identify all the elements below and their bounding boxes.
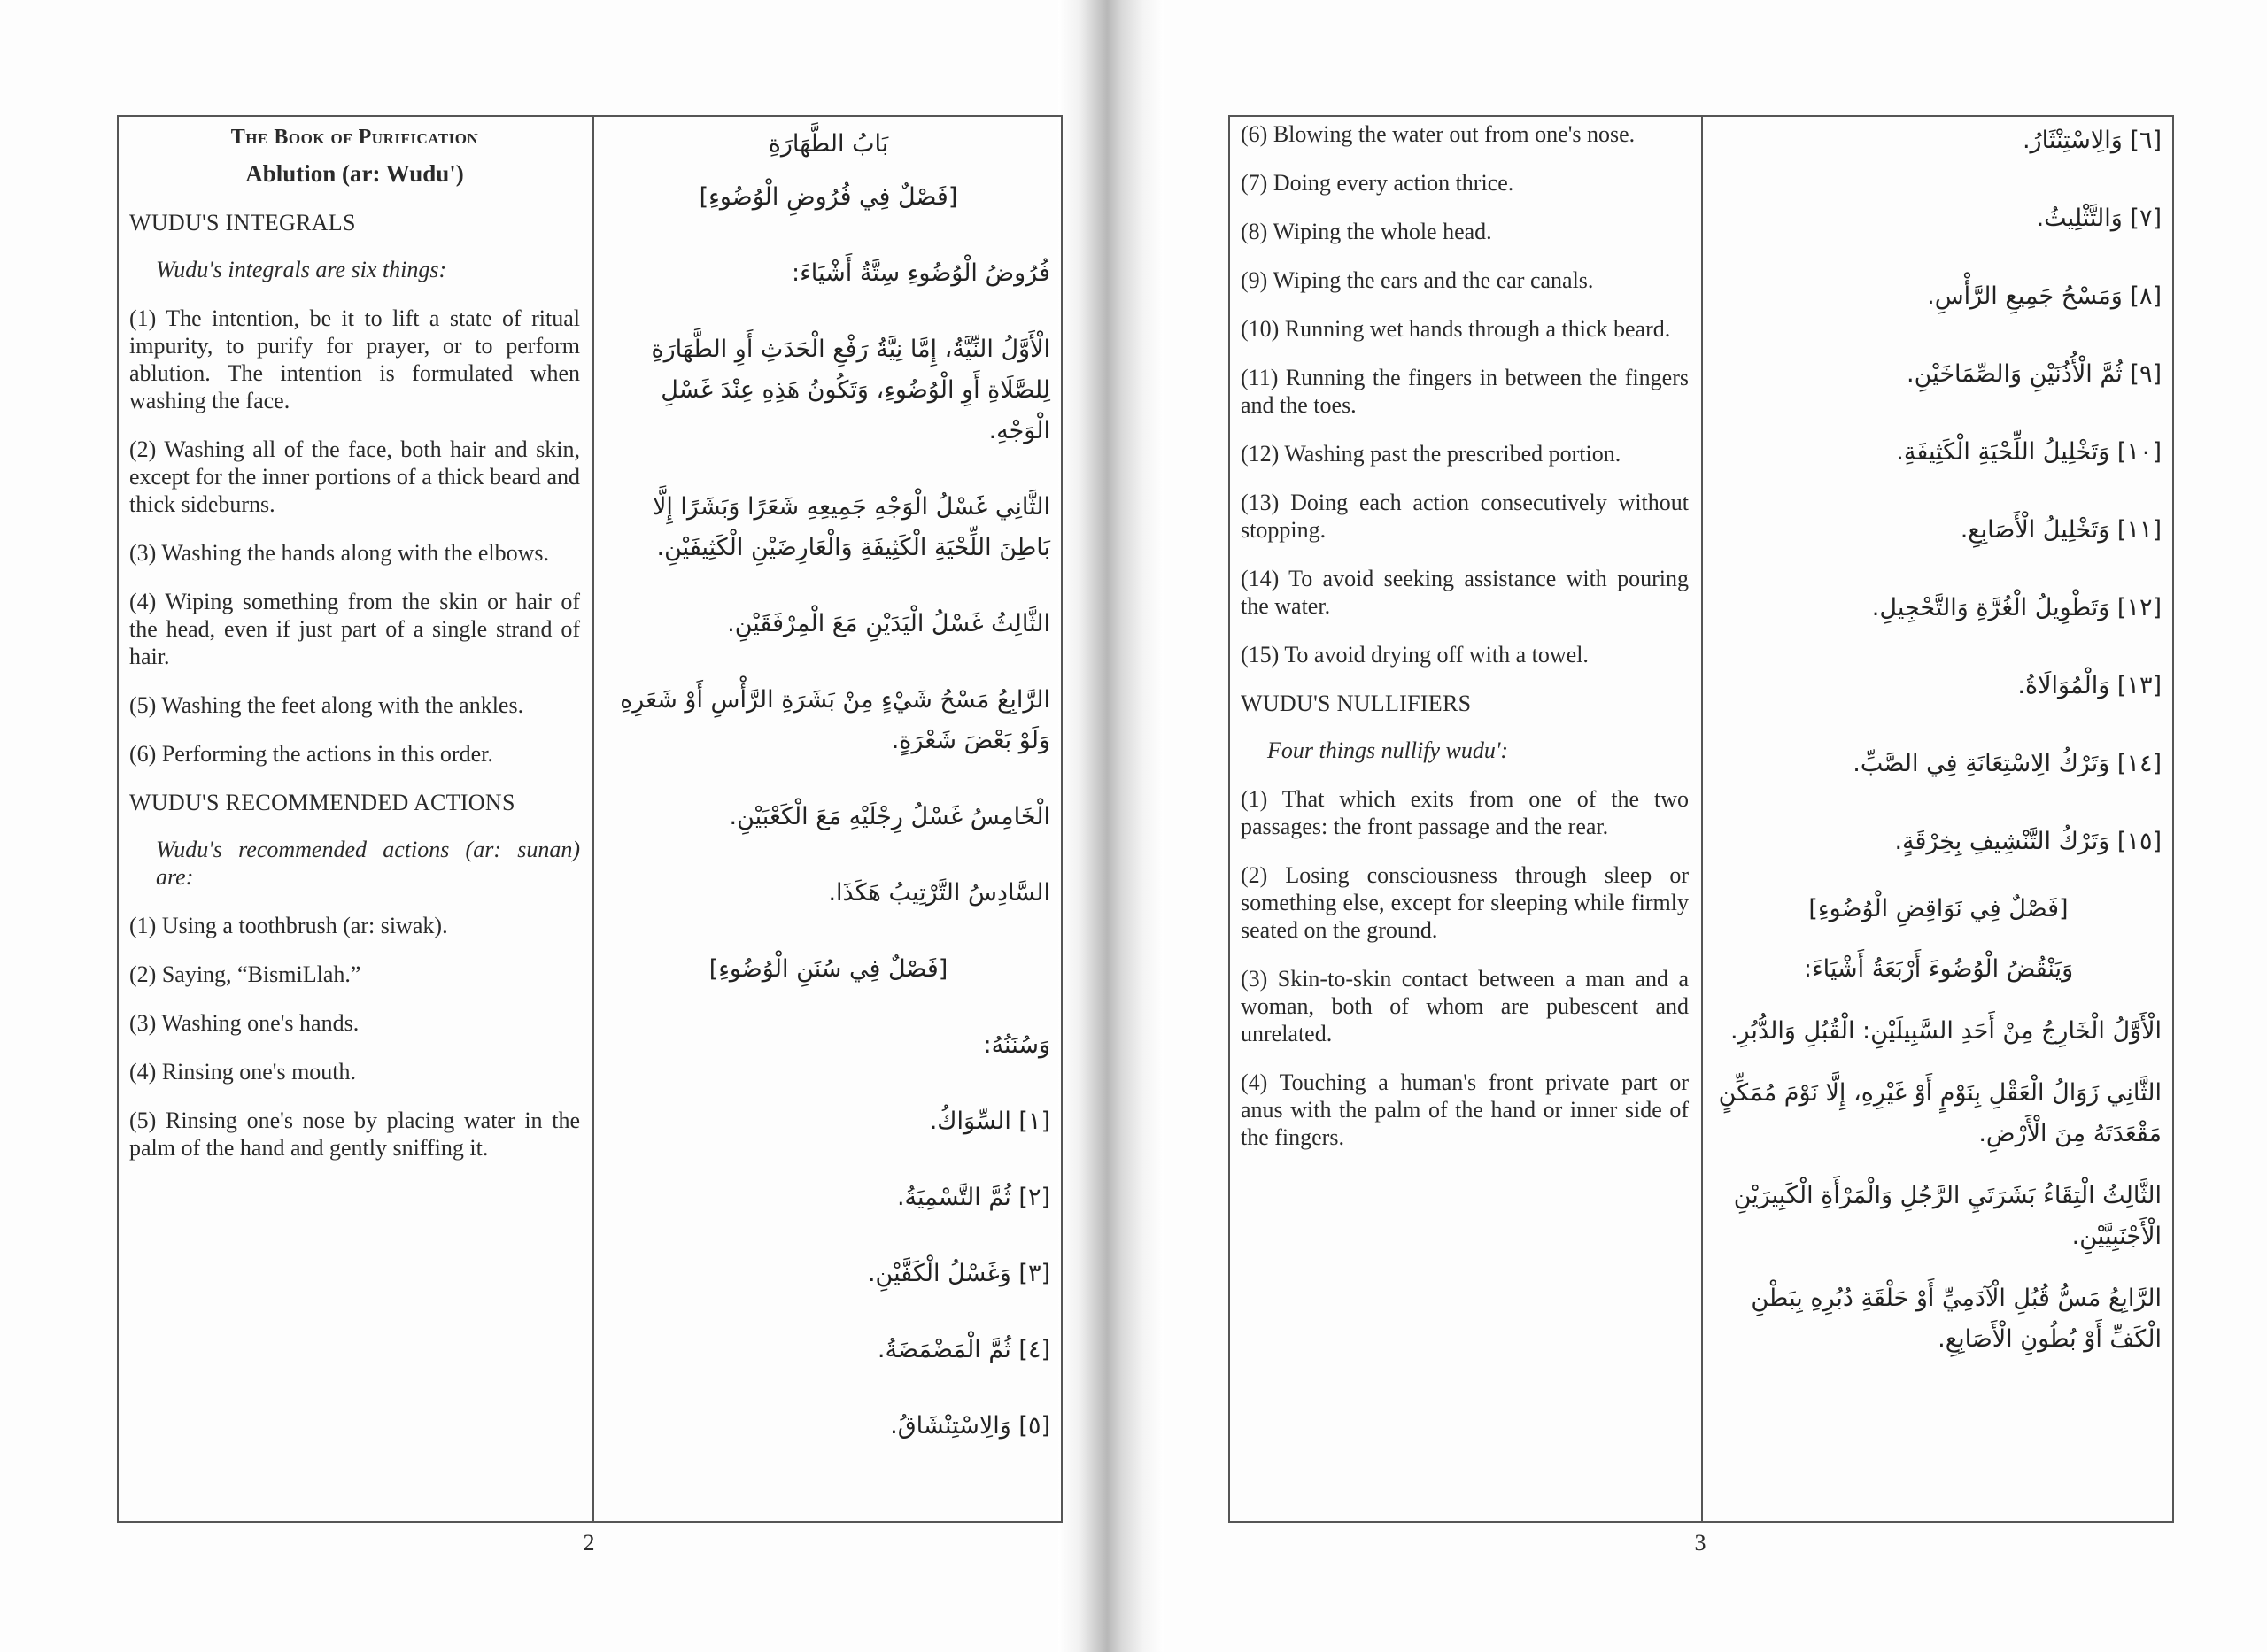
arabic-section-heading: [فَصْلٌ فِي فُرُوضِ الْوُضُوءِ] [699,183,958,211]
recommended-item: (15) To avoid drying off with a towel. [1241,642,1589,668]
book-gutter [1058,0,1164,1652]
arabic-sunna: [٦] وَالِاسْتِنْثَارُ. [2022,127,2162,154]
chapter-subtitle: Ablution (ar: Wudu') [245,160,464,187]
integral-item: (1) The intention, be it to lift a state of ritual impurity, to purify for prayer, or to perform ablution. The intention is formulated when washing the face. [129,305,580,413]
right-page-box [1228,115,2174,1523]
nullifier-item: (4) Touching a human's front private part or anus with the palm of the hand or inner side of the fingers. [1241,1069,1689,1150]
recommended-item: (7) Doing every action thrice. [1241,170,1514,196]
left-page-box [117,115,1063,1523]
recommended-item: (1) Using a toothbrush (ar: siwak). [129,913,448,938]
arabic-sunna: [٥] وَالِاسْتِنْشَاقُ. [890,1412,1050,1440]
arabic-sunna: [١٢] وَتَطْوِيلُ الْغُرَّةِ وَالتَّحْجِيلِ. [1871,594,2162,621]
integrals-heading: WUDU'S INTEGRALS [129,210,356,235]
nullifier-item: (3) Skin-to-skin contact between a man and a woman, both of whom are pubescent and unrelated. [1241,966,1689,1046]
arabic-integral: الْخَامِسُ غَسْلُ رِجْلَيْهِ مَعَ الْكَعْبَيْنِ. [729,803,1050,830]
integrals-intro: Wudu's integrals are six things: [156,257,447,282]
arabic-integral: الثَّانِي غَسْلُ الْوَجْهِ جَمِيعِهِ شَعَرًا وَبَشَرًا إِلَّا بَاطِنَ اللِّحْيَةِ الْكَثِيفَةِ وَالْعَارِضَيْنِ الْكَثِيفَيْنِ. [652,493,1050,561]
nullifiers-intro: Four things nullify wudu': [1267,737,1509,763]
arabic-nullifier: الرَّابِعُ مَسُّ قُبُلِ الْآدَمِيِّ أَوْ حَلْقَةِ دُبُرِهِ بِبَطْنِ الْكَفِّ أَوْ بُطُونِ الْأَصَابِعِ. [1751,1285,2162,1353]
recommended-item: (2) Saying, “BismiLlah.” [129,961,361,987]
arabic-intro: فُرُوضُ الْوُضُوءِ سِتَّةُ أَشْيَاءَ: [791,259,1050,287]
book-title: The Book of Purification [230,126,479,149]
integral-item: (4) Wiping something from the skin or hair of the head, even if just part of a single strand of hair. [129,589,580,669]
arabic-sunna: [١٤] وَتَرْكُ الِاسْتِعَانَةِ فِي الصَّبِّ. [1853,750,2162,777]
arabic-nullifier: الثَّالِثُ الْتِقَاءُ بَشَرَتَيِ الرَّجُلِ وَالْمَرْأَةِ الْكَبِيرَيْنِ الْأَجْنَبِيَّيْنِ. [1733,1182,2162,1250]
integral-item: (3) Washing the hands along with the elbows. [129,540,550,566]
arabic-intro: وَسُنَنُهُ: [983,1031,1050,1059]
arabic-book-title: بَابُ الطَّهَارَةِ [768,130,889,158]
arabic-sunna: [٣] وَغَسْلُ الْكَفَّيْنِ. [867,1260,1050,1287]
recommended-item: (3) Washing one's hands. [129,1010,360,1036]
arabic-nullifier: الثَّانِي زَوَالُ الْعَقْلِ بِنَوْمٍ أَوْ غَيْرِهِ، إِلَّا نَوْمَ مُمَكِّنٍ مَقْعَدَتَهُ مِنَ الْأَرْضِ. [1718,1079,2162,1147]
arabic-sunna: [٤] ثُمَّ الْمَضْمَضَةُ. [877,1336,1050,1363]
recommended-item: (9) Wiping the ears and the ear canals. [1241,267,1594,293]
left-arabic-column [594,117,1063,1521]
arabic-sunna: [٢] ثُمَّ التَّسْمِيَةُ. [896,1184,1050,1211]
arabic-integral: الرَّابِعُ مَسْحُ شَيْءٍ مِنْ بَشَرَةِ الرَّأْسِ أَوْ شَعَرِهِ وَلَوْ بَعْضَ شَعْرَةٍ. [620,686,1050,754]
recommended-item: (8) Wiping the whole head. [1241,219,1492,244]
right-page-number: 3 [1694,1530,1706,1556]
recommended-heading: WUDU'S RECOMMENDED ACTIONS [129,790,515,815]
arabic-sunna: [١٣] وَالْمُوَالَاةُ. [2017,672,2162,699]
recommended-item: (4) Rinsing one's mouth. [129,1059,357,1085]
arabic-sunna: [٨] وَمَسْحُ جَمِيعِ الرَّأْسِ. [1927,282,2162,310]
recommended-item: (11) Running the fingers in between the fingers and the toes. [1241,365,1689,418]
arabic-sunna: [١] السِّوَاكُ. [929,1108,1050,1135]
left-page-number: 2 [583,1530,595,1556]
arabic-sunna: [١١] وَتَخْلِيلُ الْأَصَابِعِ. [1960,516,2162,544]
arabic-integral: الثَّالِثُ غَسْلُ الْيَدَيْنِ مَعَ الْمِرْفَقَيْنِ. [727,610,1050,637]
arabic-integral: السَّادِسُ التَّرْتِيبُ هَكَذَا. [828,879,1050,907]
recommended-item: (5) Rinsing one's nose by placing water in the palm of the hand and gently sniffing it. [129,1108,580,1161]
arabic-section-heading: [فَصْلٌ فِي نَوَاقِضِ الْوُضُوءِ] [1808,895,2069,922]
integral-item: (5) Washing the feet along with the ankles. [129,692,524,718]
recommended-item: (6) Blowing the water out from one's nose. [1241,121,1636,147]
arabic-sunna: [٩] ثُمَّ الْأُذُنَيْنِ وَالصِّمَاخَيْنِ. [1907,360,2162,388]
nullifier-item: (1) That which exits from one of the two passages: the front passage and the rear. [1241,786,1689,839]
arabic-sunna: [١٠] وَتَخْلِيلُ اللِّحْيَةِ الْكَثِيفَةِ. [1896,438,2162,466]
integral-item: (2) Washing all of the face, both hair and skin, except for the inner portions of a thick beard and thick sideburns. [129,436,580,517]
arabic-nullifier: الْأَوَّلُ الْخَارِجُ مِنْ أَحَدِ السَّبِيلَيْنِ: الْقُبُلِ وَالدُّبُرِ. [1729,1017,2162,1045]
arabic-sunna: [٧] وَالتَّثْلِيثُ. [2036,205,2162,232]
arabic-section-heading: [فَصْلٌ فِي سُنَنِ الْوُضُوءِ] [708,955,948,983]
arabic-sunna: [١٥] وَتَرْكُ التَّنْشِيفِ بِخِرْقَةٍ. [1894,828,2162,855]
recommended-intro: Wudu's recommended actions (ar: sunan) are: [156,837,580,890]
right-arabic-column [1703,117,2174,1521]
recommended-item: (13) Doing each action consecutively without stopping. [1241,490,1689,543]
arabic-intro: وَيَنْقُضُ الْوُضُوءَ أَرْبَعَةُ أَشْيَاءَ: [1803,955,2074,983]
left-english-column [119,117,592,1521]
recommended-item: (10) Running wet hands through a thick beard. [1241,316,1671,342]
recommended-item: (14) To avoid seeking assistance with pouring the water. [1241,566,1689,619]
recommended-item: (12) Washing past the prescribed portion. [1241,441,1621,467]
arabic-integral: الْأَوَّلُ النِّيَّةُ، إِمَّا نِيَّةُ رَفْعِ الْحَدَثِ أَوِ الطَّهَارَةِ لِلصَّلَاةِ أَوِ الْوُضُوءِ، وَتَكُونُ هَذِهِ عِنْدَ غَسْلِ الْوَجْهِ. [651,336,1050,444]
integral-item: (6) Performing the actions in this order. [129,741,493,767]
nullifiers-heading: WUDU'S NULLIFIERS [1241,691,1472,716]
right-english-column [1230,117,1701,1521]
nullifier-item: (2) Losing consciousness through sleep or something else, except for sleeping while firmly seated on the ground. [1241,862,1689,943]
